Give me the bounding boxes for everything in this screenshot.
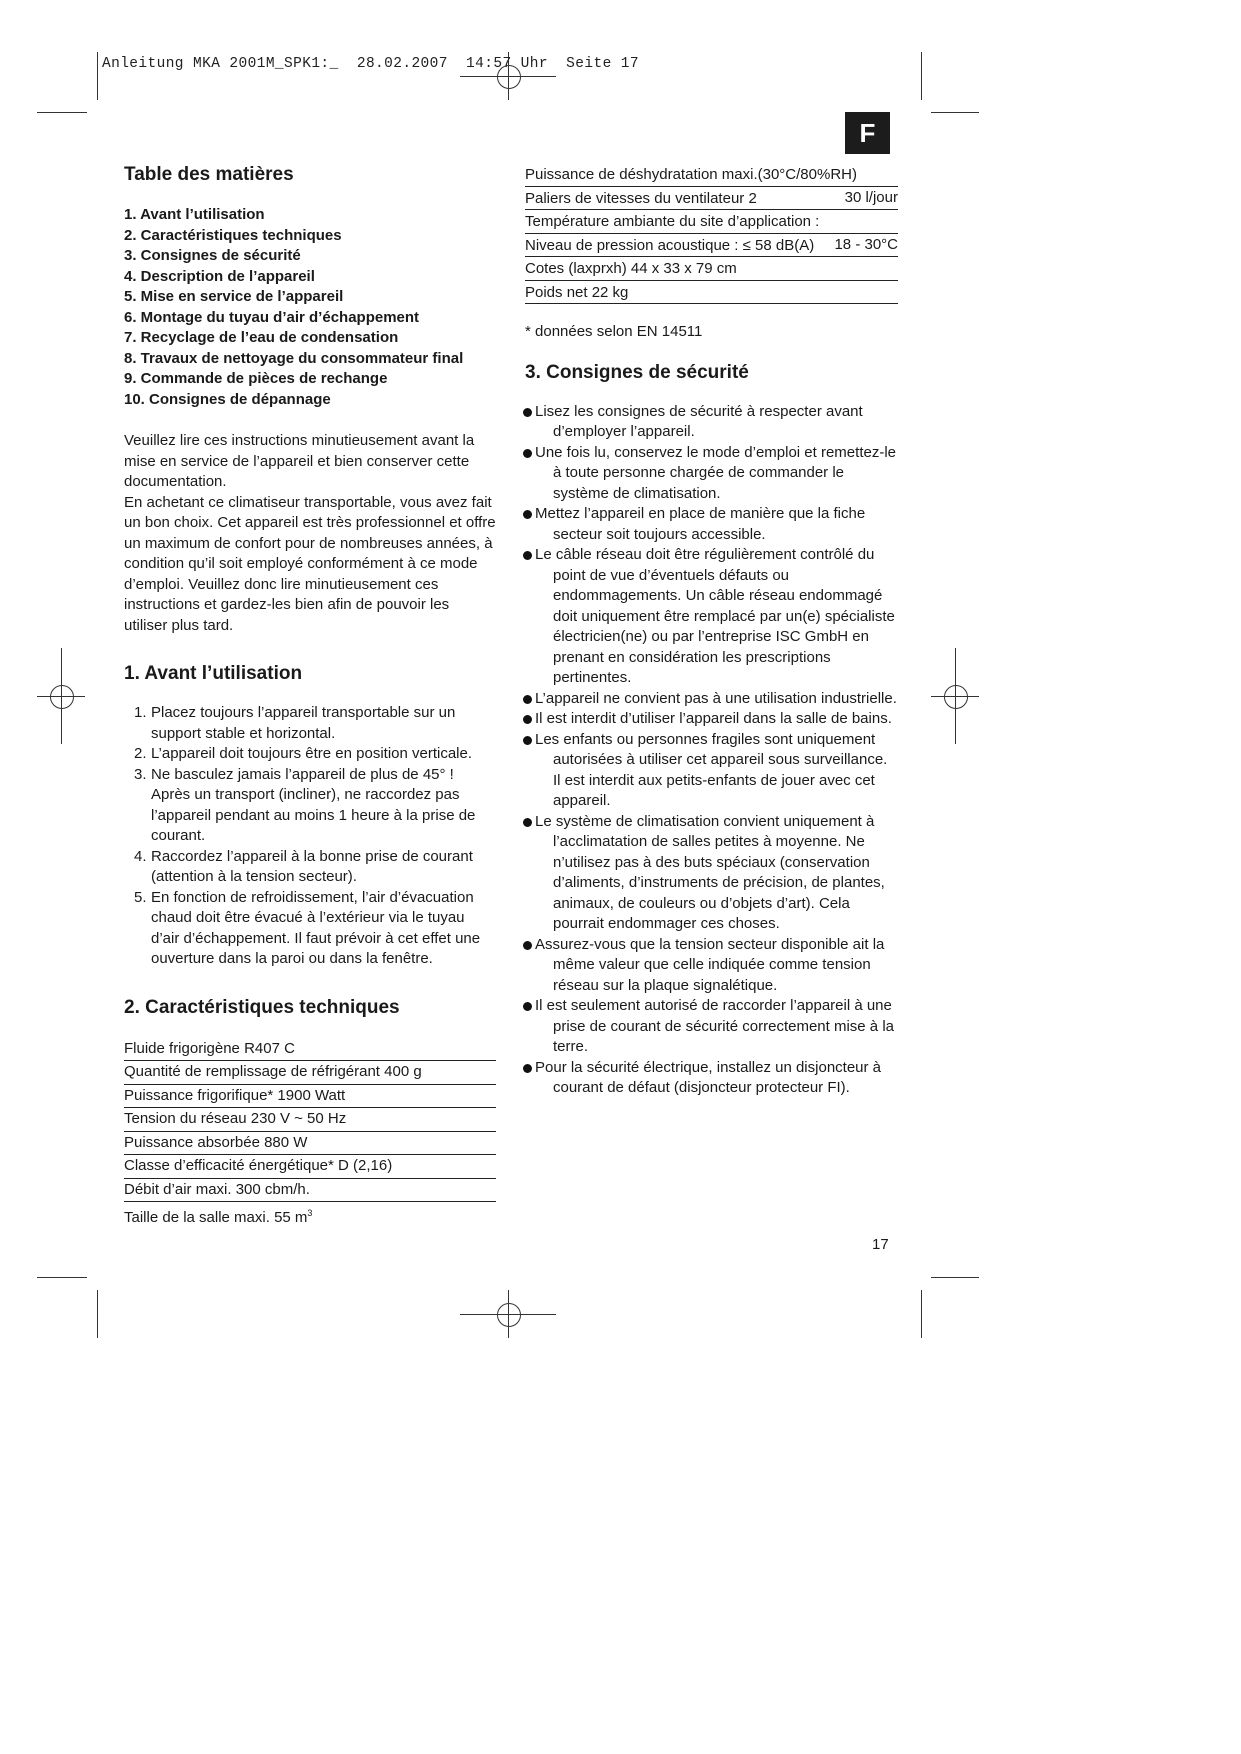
print-header: Anleitung MKA 2001M_SPK1:_ 28.02.2007 14:57 Uhr Seite 17 bbox=[102, 56, 639, 72]
section-2-title: 2. Caractéristiques techniques bbox=[124, 996, 400, 1018]
crop-mark bbox=[931, 1277, 979, 1278]
toc-list bbox=[124, 205, 496, 410]
bullet-icon bbox=[523, 1064, 532, 1073]
list-item: 4. Raccordez l’appareil à la bonne prise de courant (attention à la tension secteur). bbox=[134, 847, 473, 885]
spec-table-right bbox=[525, 163, 898, 304]
spec-table-left bbox=[124, 1038, 496, 1225]
spec-row: Puissance absorbée 880 W bbox=[124, 1132, 496, 1156]
spec-row: Débit d’air maxi. 300 cbm/h. bbox=[124, 1179, 496, 1203]
toc-item: 7. Recyclage de l’eau de condensation bbox=[124, 329, 399, 346]
toc-item: 10. Consignes de dépannage bbox=[124, 390, 331, 408]
crop-mark bbox=[97, 52, 98, 100]
list-item: 2. L’appareil doit toujours être en position verticale. bbox=[134, 745, 473, 762]
registration-mark-right bbox=[931, 648, 979, 744]
bullet-icon bbox=[523, 551, 532, 560]
toc-item: 3. Consignes de sécurité bbox=[124, 247, 301, 264]
section-3-title: 3. Consignes de sécurité bbox=[525, 361, 749, 383]
list-item: Le câble réseau doit être régulièrement contrôlé du point de vue d’éventuels défauts ou endommagements. Un câble réseau endommagé doit uniquement être remplacé par un(e) spécialiste électricien(ne) ou par l’entreprise ISC GmbH en prenant en considération les prescriptions pertinentes. bbox=[525, 545, 898, 689]
crop-mark bbox=[921, 1290, 922, 1338]
list-item: 1. Placez toujours l’appareil transportable sur un support stable et horizontal. bbox=[134, 704, 456, 742]
language-tab bbox=[845, 112, 890, 154]
registration-mark-bottom bbox=[460, 1290, 556, 1338]
bullet-icon bbox=[523, 449, 532, 458]
list-item: 5. En fonction de refroidissement, l’air d’évacuation chaud doit être évacué à l’extérieur via le tuyau d’air d’échappement. Il faut prévoir à cet effet une ouverture dans la paroi ou dans la fenêtre. bbox=[134, 888, 481, 967]
language-tab-label: F bbox=[859, 118, 876, 148]
spec-row: Fluide frigorigène R407 C bbox=[124, 1038, 496, 1062]
list-item: Les enfants ou personnes fragiles sont uniquement autorisées à utiliser cet appareil sous surveillance. Il est interdit aux petits-enfants de jouer avec cet appareil. bbox=[525, 730, 898, 812]
left-column bbox=[124, 160, 496, 1225]
list-item: Une fois lu, conservez le mode d’emploi et remettez-le à toute personne chargée de commander le système de climatisation. bbox=[525, 443, 898, 505]
crop-mark bbox=[921, 52, 922, 100]
list-item: L’appareil ne convient pas à une utilisation industrielle. bbox=[525, 689, 898, 710]
toc-title: Table des matières bbox=[124, 164, 294, 185]
spec-row: Taille de la salle maxi. 55 $m^3$ bbox=[124, 1208, 313, 1226]
toc-item: 8. Travaux de nettoyage du consommateur final bbox=[124, 349, 464, 367]
list-item: Mettez l’appareil en place de manière que la fiche secteur soit toujours accessible. bbox=[525, 504, 898, 545]
right-column bbox=[525, 163, 898, 1099]
bullet-icon bbox=[523, 1002, 532, 1011]
crop-mark bbox=[37, 1277, 87, 1278]
section-1-list bbox=[124, 703, 496, 970]
toc-item: 4. Description de l’appareil bbox=[124, 267, 315, 285]
list-item: Pour la sécurité électrique, installez un disjoncteur à courant de défaut (disjoncteur protecteur FI). bbox=[525, 1058, 898, 1099]
page-number: 17 bbox=[872, 1236, 889, 1253]
toc-item: 1. Avant l’utilisation bbox=[124, 206, 265, 223]
spec-row: Température ambiante du site d’application : 18 - 30°C bbox=[525, 210, 898, 234]
bullet-icon bbox=[523, 736, 532, 745]
bullet-icon bbox=[523, 818, 532, 827]
registration-mark-left bbox=[37, 648, 85, 744]
bullet-icon bbox=[523, 695, 532, 704]
toc-item: 2. Caractéristiques techniques bbox=[124, 226, 342, 244]
intro-paragraph: En achetant ce climatiseur transportable, vous avez fait un bon choix. Cet appareil est très professionnel et offre un maximum de confort pour de nombreuses années, à condition qu’il soit employé conformément à ce mode d’emploi. Veuillez donc lire minutieusement ces instructions et gardez-les bien afin de pouvoir les utiliser plus tard. bbox=[124, 493, 496, 634]
list-item: Il est interdit d’utiliser l’appareil dans la salle de bains. bbox=[525, 709, 898, 730]
toc-item: 5. Mise en service de l’appareil bbox=[124, 288, 344, 305]
list-item: Le système de climatisation convient uniquement à l’acclimatation de salles petites à moyenne. Ne n’utilisez pas à des buts spéciaux (conservation d’aliments, d’instruments de précision, de plantes, animaux, de couleurs ou d’objets d’art). Cela pourrait endommager ces choses. bbox=[525, 812, 898, 935]
list-item: Assurez-vous que la tension secteur disponible ait la même valeur que celle indiquée comme tension réseau sur la plaque signalétique. bbox=[525, 935, 898, 997]
toc-item: 6. Montage du tuyau d’air d’échappement bbox=[124, 308, 420, 326]
spec-row: Cotes (laxprxh) 44 x 33 x 79 cm bbox=[525, 257, 898, 281]
crop-mark bbox=[37, 112, 87, 113]
spec-row: Puissance frigorifique* 1900 Watt bbox=[124, 1085, 496, 1109]
crop-mark bbox=[931, 112, 979, 113]
spec-row: Puissance de déshydratation maxi.(30°C/80%RH) 30 l/jour bbox=[525, 163, 898, 187]
intro-paragraph: Veuillez lire ces instructions minutieusement avant la mise en service de l’appareil et bien conserver cette documentation. bbox=[124, 432, 475, 490]
bullet-icon bbox=[523, 510, 532, 519]
crop-mark bbox=[97, 1290, 98, 1338]
spec-row: Quantité de remplissage de réfrigérant 400 g bbox=[124, 1061, 496, 1085]
bullet-icon bbox=[523, 408, 532, 417]
spec-row: Classe d’efficacité énergétique* D (2,16) bbox=[124, 1155, 496, 1179]
toc-item: 9. Commande de pièces de rechange bbox=[124, 370, 388, 387]
bullet-icon bbox=[523, 941, 532, 950]
list-item: 3. Ne basculez jamais l’appareil de plus de 45° ! Après un transport (incliner), ne raccordez pas l’appareil pendant au moins 1 heure à la prise de courant. bbox=[134, 765, 476, 844]
spec-row: Paliers de vitesses du ventilateur 2 bbox=[525, 187, 898, 211]
spec-row: Niveau de pression acoustique : ≤ 58 dB(A) bbox=[525, 234, 898, 258]
safety-list bbox=[525, 402, 898, 1099]
bullet-icon bbox=[523, 715, 532, 724]
footnote: * données selon EN 14511 bbox=[525, 323, 703, 340]
spec-row: Poids net 22 kg bbox=[525, 281, 898, 305]
list-item: Lisez les consignes de sécurité à respecter avant d’employer l’appareil. bbox=[525, 402, 898, 443]
spec-row: Tension du réseau 230 V ~ 50 Hz bbox=[124, 1108, 496, 1132]
section-1-title: 1. Avant l’utilisation bbox=[124, 663, 303, 684]
list-item: Il est seulement autorisé de raccorder l’appareil à une prise de courant de sécurité correctement mise à la terre. bbox=[525, 996, 898, 1058]
